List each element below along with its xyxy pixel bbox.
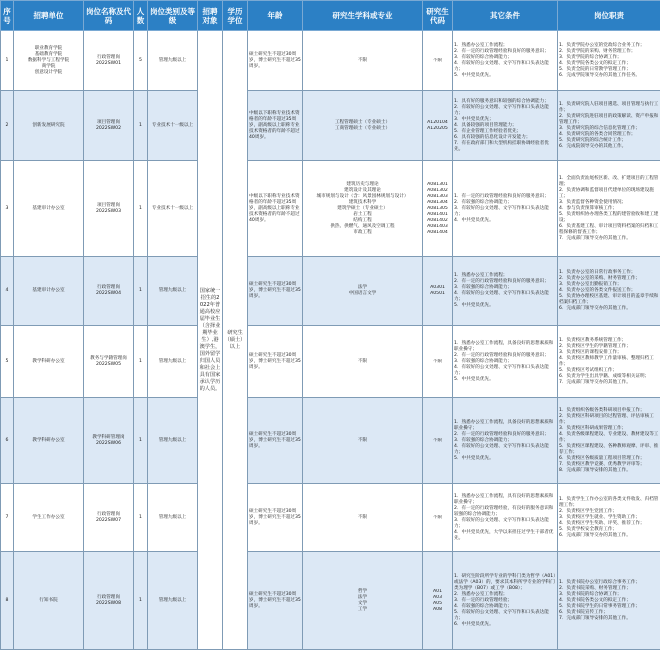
cell-post [84, 31, 134, 91]
cell-line: 5．负责书院学生的日常事务管理工作； [559, 604, 659, 610]
cell-line: 4．负责校区教师教学工作量审核、整理归档工作； [559, 356, 659, 368]
cell-line: 4．有较好的公文处理、文字写作和口头表达能力； [454, 61, 556, 73]
cell-major [303, 552, 423, 650]
cell-age: 硕士研究生不超过30周岁，博士研究生不超过35周岁。 [248, 257, 303, 326]
cell-line: 2022SW06 [85, 441, 132, 447]
cell-code [423, 257, 453, 326]
cell-line: A120104 [424, 120, 451, 126]
cell-line: 基础教育学院 [15, 52, 82, 58]
cell-line: 4．负责研究院的各类合同管理工作； [559, 132, 659, 138]
cell-line: A0301 [424, 285, 451, 291]
cell-post [84, 257, 134, 326]
cell-line: 1．熟悉办公室工作流程，具有良好的思想素质和职业操守； [454, 494, 556, 506]
cell-line: 1．负责办公室的日常行政事务工作； [559, 270, 659, 276]
cell-line: 行政管理岗 [85, 55, 132, 61]
cell-no: 8 [1, 552, 14, 650]
cell-line: A081402 [424, 218, 451, 224]
cell-other [453, 257, 558, 326]
cell-count: 1 [134, 552, 148, 650]
header-count: 人数 [134, 1, 148, 31]
cell-unit [14, 326, 84, 398]
cell-line: 7．完成部门领导安排的其他工作。 [559, 616, 659, 622]
cell-line: 4．有较好的公文处理、文字写作和口头表达能力； [454, 365, 556, 377]
cell-line: 2．负责书院采购、财务管理工作； [559, 586, 659, 592]
cell-code [423, 326, 453, 398]
cell-line: 城市规划与设计（含：风景园林规划与设计） [304, 194, 421, 200]
cell-unit [14, 257, 84, 326]
cell-unit [14, 552, 84, 650]
table-row [1, 484, 660, 552]
cell-line: A08 [424, 607, 451, 613]
cell-line: 不限 [304, 359, 421, 365]
cell-line: 职业教育学院 [15, 46, 82, 52]
cell-line: 3．有较好的公文处理、文字写作和口头表达能力； [454, 206, 556, 218]
cell-line: 2022SW08 [85, 601, 132, 607]
cell-line: 基建审计办公室 [15, 206, 82, 212]
cell-no: 2 [1, 91, 14, 161]
cell-line: A081401 [424, 212, 451, 218]
cell-line: 7．完成部门领导交办的其他工作。 [559, 380, 659, 386]
cell-line: 工商管理硕士（专业硕士） [304, 126, 421, 132]
cell-line: 6．完成学院领导交办的其他工作任务。 [559, 73, 659, 79]
header-target: 招聘对象 [198, 1, 223, 31]
table-body [1, 31, 660, 650]
cell-major [303, 398, 423, 484]
cell-line: 1．负责校区教务系统管理工作； [559, 338, 659, 344]
cell-line: 2022SW04 [85, 291, 132, 297]
cell-line: 5．中共党员优先。 [454, 73, 556, 79]
cell-line: 8．完成部门领导安排的其他工作。 [559, 468, 659, 474]
cell-no: 1 [1, 31, 14, 91]
header-post: 岗位名称及代码 [84, 1, 134, 31]
cell-no: 5 [1, 326, 14, 398]
cell-post [84, 552, 134, 650]
cell-line: 5．负责全院的日常教学管理工作； [559, 67, 659, 73]
cell-line: 建筑学硕士（专业硕士） [304, 206, 421, 212]
cell-line: 3．负责书院的综合协调工作； [559, 592, 659, 598]
cell-line: 2．有较强的综合协调能力； [454, 200, 556, 206]
cell-post [84, 326, 134, 398]
cell-line: 2022SW02 [85, 126, 132, 132]
cell-duty [558, 484, 660, 552]
header-other: 其它条件 [453, 1, 558, 31]
cell-level [148, 31, 198, 91]
cell-level [148, 91, 198, 161]
cell-level [148, 398, 198, 484]
cell-line: 2．负责办公室的采购、财务管理工作； [559, 276, 659, 282]
cell-duty [558, 91, 660, 161]
cell-line: 管理九级以上 [149, 359, 196, 365]
table-row [1, 161, 660, 257]
cell-line: 工学 [304, 607, 421, 613]
cell-count: 1 [134, 484, 148, 552]
cell-line: A120205 [424, 126, 451, 132]
cell-line: A05 [424, 601, 451, 607]
cell-unit [14, 161, 84, 257]
cell-line: 管理九级以上 [149, 515, 196, 521]
cell-line: 专业技术十一级以上 [149, 123, 196, 129]
table-row [1, 398, 660, 484]
cell-post [84, 91, 134, 161]
cell-unit [14, 484, 84, 552]
cell-line: 2022SW03 [85, 209, 132, 215]
cell-no: 7 [1, 484, 14, 552]
cell-major [303, 484, 423, 552]
cell-line: 6．负责为学生出具学籍、成绩等相关证明； [559, 374, 659, 380]
cell-line: 4．负责各级课程建设、专业建设、教材建设等工作； [559, 432, 659, 444]
cell-line: 4．参与负责预算审核工作； [559, 206, 659, 212]
cell-line: 1．负责学生工作办公室的各类文件收发、归档管理工作； [559, 497, 659, 509]
cell-line: 2022SW01 [85, 61, 132, 67]
cell-age: 硕士研究生不超过30周岁，博士研究生不超过35周岁。 [248, 326, 303, 398]
cell-line: 5．中共党员优先。 [454, 303, 556, 309]
cell-level [148, 552, 198, 650]
cell-line: 5．负责校区课程建设、各种教师观摩、评审、推荐工作； [559, 444, 659, 456]
cell-line: 5．负责研究院的综合统计工作； [559, 138, 659, 144]
cell-line: 教学科研办公室 [15, 438, 82, 444]
cell-line: 2．负责校区学生党团工作； [559, 509, 659, 515]
cell-line: 不限 [424, 58, 451, 64]
cell-line: 2022SW05 [85, 362, 132, 368]
cell-major [303, 161, 423, 257]
cell-line: 管理九级以上 [149, 288, 196, 294]
cell-duty [558, 31, 660, 91]
cell-code [423, 161, 453, 257]
cell-line: 4．负责办公室的各类文件报送工作； [559, 288, 659, 294]
cell-post [84, 398, 134, 484]
cell-line: 哲学 [304, 589, 421, 595]
cell-line: 行政管理岗 [85, 512, 132, 518]
cell-unit [14, 91, 84, 161]
cell-age: 硕士研究生不超过30周岁，博士研究生不超过35周岁。 [248, 31, 303, 91]
cell-level [148, 484, 198, 552]
cell-code [423, 398, 453, 484]
cell-line: 3．负责监督各种资金使用情况； [559, 200, 659, 206]
cell-other [453, 91, 558, 161]
cell-line: 不限 [304, 438, 421, 444]
cell-line: 4．有较强的综合协调能力； [454, 604, 556, 610]
cell-line: 不限 [304, 515, 421, 521]
cell-code [423, 484, 453, 552]
cell-line: 5．负责协办理校区基建、审计项目的盖章手续和档案归档工作； [559, 294, 659, 306]
cell-line: A081304 [424, 200, 451, 206]
cell-line: A081305 [424, 206, 451, 212]
cell-line: 5．中共党员优先。 [454, 377, 556, 383]
table-row [1, 31, 660, 91]
cell-line: 教学科研办公室 [15, 359, 82, 365]
cell-line: 6．负责基建工程、审计项目资料档案的归档和工程保修的督查工作； [559, 224, 659, 236]
cell-line: 2．负责协调和监督项目代建单位的现场建设施工； [559, 188, 659, 200]
cell-level [148, 161, 198, 257]
cell-line: 1．全面负责汕尾校区新、改、扩建项目的工程管理； [559, 176, 659, 188]
cell-line: 3．有较好的公文处理、文字写作和口头表达能力； [454, 518, 556, 530]
cell-line: 3．有较强的综合协调能力； [454, 359, 556, 365]
cell-duty [558, 257, 660, 326]
header-unit: 招聘单位 [14, 1, 84, 31]
cell-line: 2．负责校区科研项目的过程管理、评估审核工作； [559, 414, 659, 426]
cell-line: A01 [424, 589, 451, 595]
cell-line: 4．负责书院各类公文的拟定工作； [559, 598, 659, 604]
cell-target: 国家统一招生的2022年普通高校应届毕业生（含择业期毕业生）,港澳学生，国外留学归国人员和社会上具有国家承认学历的人员。 [198, 31, 223, 650]
cell-line: A081403 [424, 224, 451, 230]
cell-line: 2．负责学院的采购、财务管理工作； [559, 49, 659, 55]
cell-line: 工程管理硕士（专业硕士） [304, 120, 421, 126]
cell-line: 7．负责校区教学竞赛、优秀教学评审等； [559, 462, 659, 468]
cell-line: 专业技术十一级以上 [149, 206, 196, 212]
cell-other [453, 31, 558, 91]
cell-line: 3．有较强的综合协调能力； [454, 438, 556, 444]
cell-line: A03 [424, 595, 451, 601]
cell-line: 2．有一定的行政管理经验，有良好的服务意识和较强的综合协调能力； [454, 506, 556, 518]
cell-line: 5．负责校区考试组织工作； [559, 368, 659, 374]
cell-no: 3 [1, 161, 14, 257]
header-level: 岗位类别及等级 [148, 1, 198, 31]
cell-line: 1．研究生阶段所学专业的学科门类为哲学（A01）或法学（A03）的，要求其本科所学专业的学科门类为理学（B07）或工学（B08）； [454, 574, 556, 592]
cell-line: 不限 [304, 58, 421, 64]
cell-line: 2．有一定的行政管理经验和良好的服务意识； [454, 353, 556, 359]
cell-line: 学生工作办公室 [15, 515, 82, 521]
cell-line: 6．负责校区各级质量工程项目管理工作； [559, 456, 659, 462]
cell-line: 岩土工程 [304, 212, 421, 218]
table-row [1, 326, 660, 398]
cell-line: 1．负责组织各级各类科研项目申报工作； [559, 408, 659, 414]
cell-age: 硕士研究生不超过30周岁，博士研究生不超过35周岁。 [248, 484, 303, 552]
cell-line: 教学科研管理岗 [85, 435, 132, 441]
cell-line: 1．负责学院办公室的党政综合业务工作； [559, 43, 659, 49]
header-row [1, 1, 660, 31]
cell-line: 不限 [424, 359, 451, 365]
cell-line: 4．有较好的公文处理、文字写作和口头表达能力； [454, 291, 556, 303]
cell-line: 7．有在政府部门和大型机构挂职协调经验者优先。 [454, 141, 556, 153]
cell-line: 6．完成部门领导交办的其他工作。 [559, 533, 659, 539]
cell-post [84, 484, 134, 552]
cell-line: 4．有较好的公文处理、文字写作和口头表达能力； [454, 444, 556, 456]
cell-line: 中国语言文学 [304, 291, 421, 297]
header-no: 序号 [1, 1, 14, 31]
cell-line: A081302 [424, 188, 451, 194]
cell-line: 7．完成部门领导交办的其他工作。 [559, 236, 659, 242]
cell-line: 供热、供燃气、通风及空调工程 [304, 224, 421, 230]
cell-count: 1 [134, 161, 148, 257]
cell-line: 3．负责研究院的综合信息化管理工作； [559, 126, 659, 132]
cell-line: 2．熟悉办公室工作流程； [454, 592, 556, 598]
cell-line: 1．负责书院办公室行政综合事务工作； [559, 580, 659, 586]
cell-line: 6．完成部门领导交办的其他工作。 [559, 306, 659, 312]
cell-line: 管理九级以上 [149, 438, 196, 444]
cell-line: 4．中共党员优先，大学以来担任过学生干部者优先。 [454, 530, 556, 542]
header-code: 研究生代码 [423, 1, 453, 31]
cell-line: 不限 [424, 438, 451, 444]
table-row [1, 257, 660, 326]
cell-level [148, 257, 198, 326]
cell-line: 2．有一定的行政管理经验和良好的服务意识； [454, 279, 556, 285]
cell-line: 行政管理岗 [85, 595, 132, 601]
cell-line: 1．熟悉办公室工作流程，具备良好的思想素质和职业操守； [454, 420, 556, 432]
cell-unit [14, 31, 84, 91]
cell-code [423, 31, 453, 91]
cell-count: 1 [134, 326, 148, 398]
cell-line: 3．有较强的综合协调能力； [454, 285, 556, 291]
cell-line: 管理九级以上 [149, 598, 196, 604]
cell-count: 1 [134, 91, 148, 161]
cell-post [84, 161, 134, 257]
header-duty: 岗位职责 [558, 1, 660, 31]
cell-line: 2．负责研究院进驻项目的政策解读、资产申报和管理工作； [559, 114, 659, 126]
cell-line: 1．具有好的服务意识和较强的综合协调能力； [454, 99, 556, 105]
cell-line: 5．有企业管理工作经验者优先； [454, 129, 556, 135]
header-degree: 学历学位 [223, 1, 248, 31]
cell-line: 法学 [304, 595, 421, 601]
cell-line: 行知书院 [15, 598, 82, 604]
cell-line: 1．熟悉办公室工作流程； [454, 273, 556, 279]
cell-line: 5．负责组织协办理各类工程的建管验收和建工建设； [559, 212, 659, 224]
cell-line: 6．具有较强的信息化设计开发能力； [454, 135, 556, 141]
cell-other [453, 484, 558, 552]
cell-duty [558, 161, 660, 257]
cell-other [453, 552, 558, 650]
cell-line: 商学院 [15, 64, 82, 70]
cell-count: 1 [134, 398, 148, 484]
header-age: 年龄 [248, 1, 303, 31]
cell-line: A081303 [424, 194, 451, 200]
cell-line: 4．负责学院各类公文的拟定工作； [559, 61, 659, 67]
cell-line: 行政管理岗 [85, 285, 132, 291]
cell-line: 1．熟悉办公室工作流程，具备良好的思想素质和职业操守； [454, 341, 556, 353]
cell-degree: 研究生（硕士）以上 [223, 31, 248, 650]
cell-line: 创新发展研究院 [15, 123, 82, 129]
cell-line: 项目管理岗 [85, 120, 132, 126]
cell-age: 中级以下职称专业技术资格者的年龄不超过35周岁，副高级以上职称专业技术资格者的年龄不超过40周岁。 [248, 91, 303, 161]
cell-level [148, 326, 198, 398]
cell-line: 3．负责校区的课程安排工作； [559, 350, 659, 356]
cell-age: 硕士研究生不超过30周岁，博士研究生不超过35周岁。 [248, 398, 303, 484]
cell-line: 4．具备较强的项目管理能力； [454, 123, 556, 129]
cell-line: 2022SW07 [85, 518, 132, 524]
cell-line: 3．负责校区科研成果管理工作； [559, 426, 659, 432]
cell-line: 3．中共党员优先； [454, 117, 556, 123]
table-row [1, 552, 660, 650]
cell-other [453, 161, 558, 257]
cell-count: 5 [134, 31, 148, 91]
cell-line: 3．负责校区学生就业、学生资助工作； [559, 515, 659, 521]
header-major: 研究生学科或专业 [303, 1, 423, 31]
cell-count: 1 [134, 257, 148, 326]
cell-line: 数据科学与工程学院 [15, 58, 82, 64]
cell-line: 6．负责书院宣传工作； [559, 610, 659, 616]
cell-line: 3．负责办公室出勤报销工作； [559, 282, 659, 288]
cell-no: 4 [1, 257, 14, 326]
cell-line: 管理九级以上 [149, 58, 196, 64]
cell-age: 硕士研究生不超过30周岁，博士研究生不超过35周岁。 [248, 552, 303, 650]
cell-major [303, 326, 423, 398]
cell-line: 教务与学籍管理岗 [85, 356, 132, 362]
cell-line: 市政工程 [304, 230, 421, 236]
cell-major [303, 31, 423, 91]
cell-major [303, 91, 423, 161]
cell-unit [14, 398, 84, 484]
cell-line: 2．有一定的行政管理经验和良好的服务意识； [454, 432, 556, 438]
cell-line: 建筑技术科学 [304, 200, 421, 206]
cell-line: 建筑设计及其理论 [304, 188, 421, 194]
cell-line: 3．有一定的行政管理经验； [454, 598, 556, 604]
cell-code [423, 552, 453, 650]
cell-other [453, 398, 558, 484]
cell-line: A081301 [424, 182, 451, 188]
cell-line: 建筑历史与理论 [304, 182, 421, 188]
cell-line: 不限 [424, 515, 451, 521]
cell-age: 中级以下职称专业技术资格者的年龄不超过35周岁，副高级以上职称专业技术资格者的年龄不超过40周岁。 [248, 161, 303, 257]
cell-line: 结构工程 [304, 218, 421, 224]
cell-line: 创意设计学院 [15, 70, 82, 76]
cell-duty [558, 326, 660, 398]
cell-no: 6 [1, 398, 14, 484]
cell-line: 文学 [304, 601, 421, 607]
cell-other [453, 326, 558, 398]
table-row [1, 91, 660, 161]
cell-line: 2．负责校区学生的学籍管理工作； [559, 344, 659, 350]
cell-line: 6．完成院领导交办的其他工作。 [559, 144, 659, 150]
cell-major [303, 257, 423, 326]
cell-line: 1．熟悉办公室工作流程； [454, 43, 556, 49]
cell-line: 5．负责学校安全教育工作； [559, 527, 659, 533]
cell-line: 法学 [304, 285, 421, 291]
cell-line: 项目管理岗 [85, 203, 132, 209]
cell-line: A0501 [424, 291, 451, 297]
cell-line: 2．有较好的公文处理、文字写作和口头表达能力； [454, 105, 556, 117]
cell-line: A081404 [424, 230, 451, 236]
cell-line: 基建审计办公室 [15, 288, 82, 294]
cell-line: 4．负责校区学生奖助、评奖、推荐工作； [559, 521, 659, 527]
cell-line: 3．有较好的综合协调能力； [454, 55, 556, 61]
cell-line: 6．中共党员优先。 [454, 622, 556, 628]
cell-duty [558, 398, 660, 484]
cell-line: 1．有一定的行政管理经验和良好的服务意识； [454, 194, 556, 200]
cell-line: 1．负责研究院人驻项目遴选、项目管理与执行工作； [559, 102, 659, 114]
cell-line: 5．中共党员优先。 [454, 456, 556, 462]
cell-code [423, 91, 453, 161]
cell-line: 2．有一定的行政管理经验和良好的服务意识； [454, 49, 556, 55]
cell-line: 5．有较好的公文处理、文字写作和口头表达能力； [454, 610, 556, 622]
cell-duty [558, 552, 660, 650]
cell-line: 4．中共党员优先。 [454, 218, 556, 224]
cell-line: 3．负责学院的综合协调工作； [559, 55, 659, 61]
